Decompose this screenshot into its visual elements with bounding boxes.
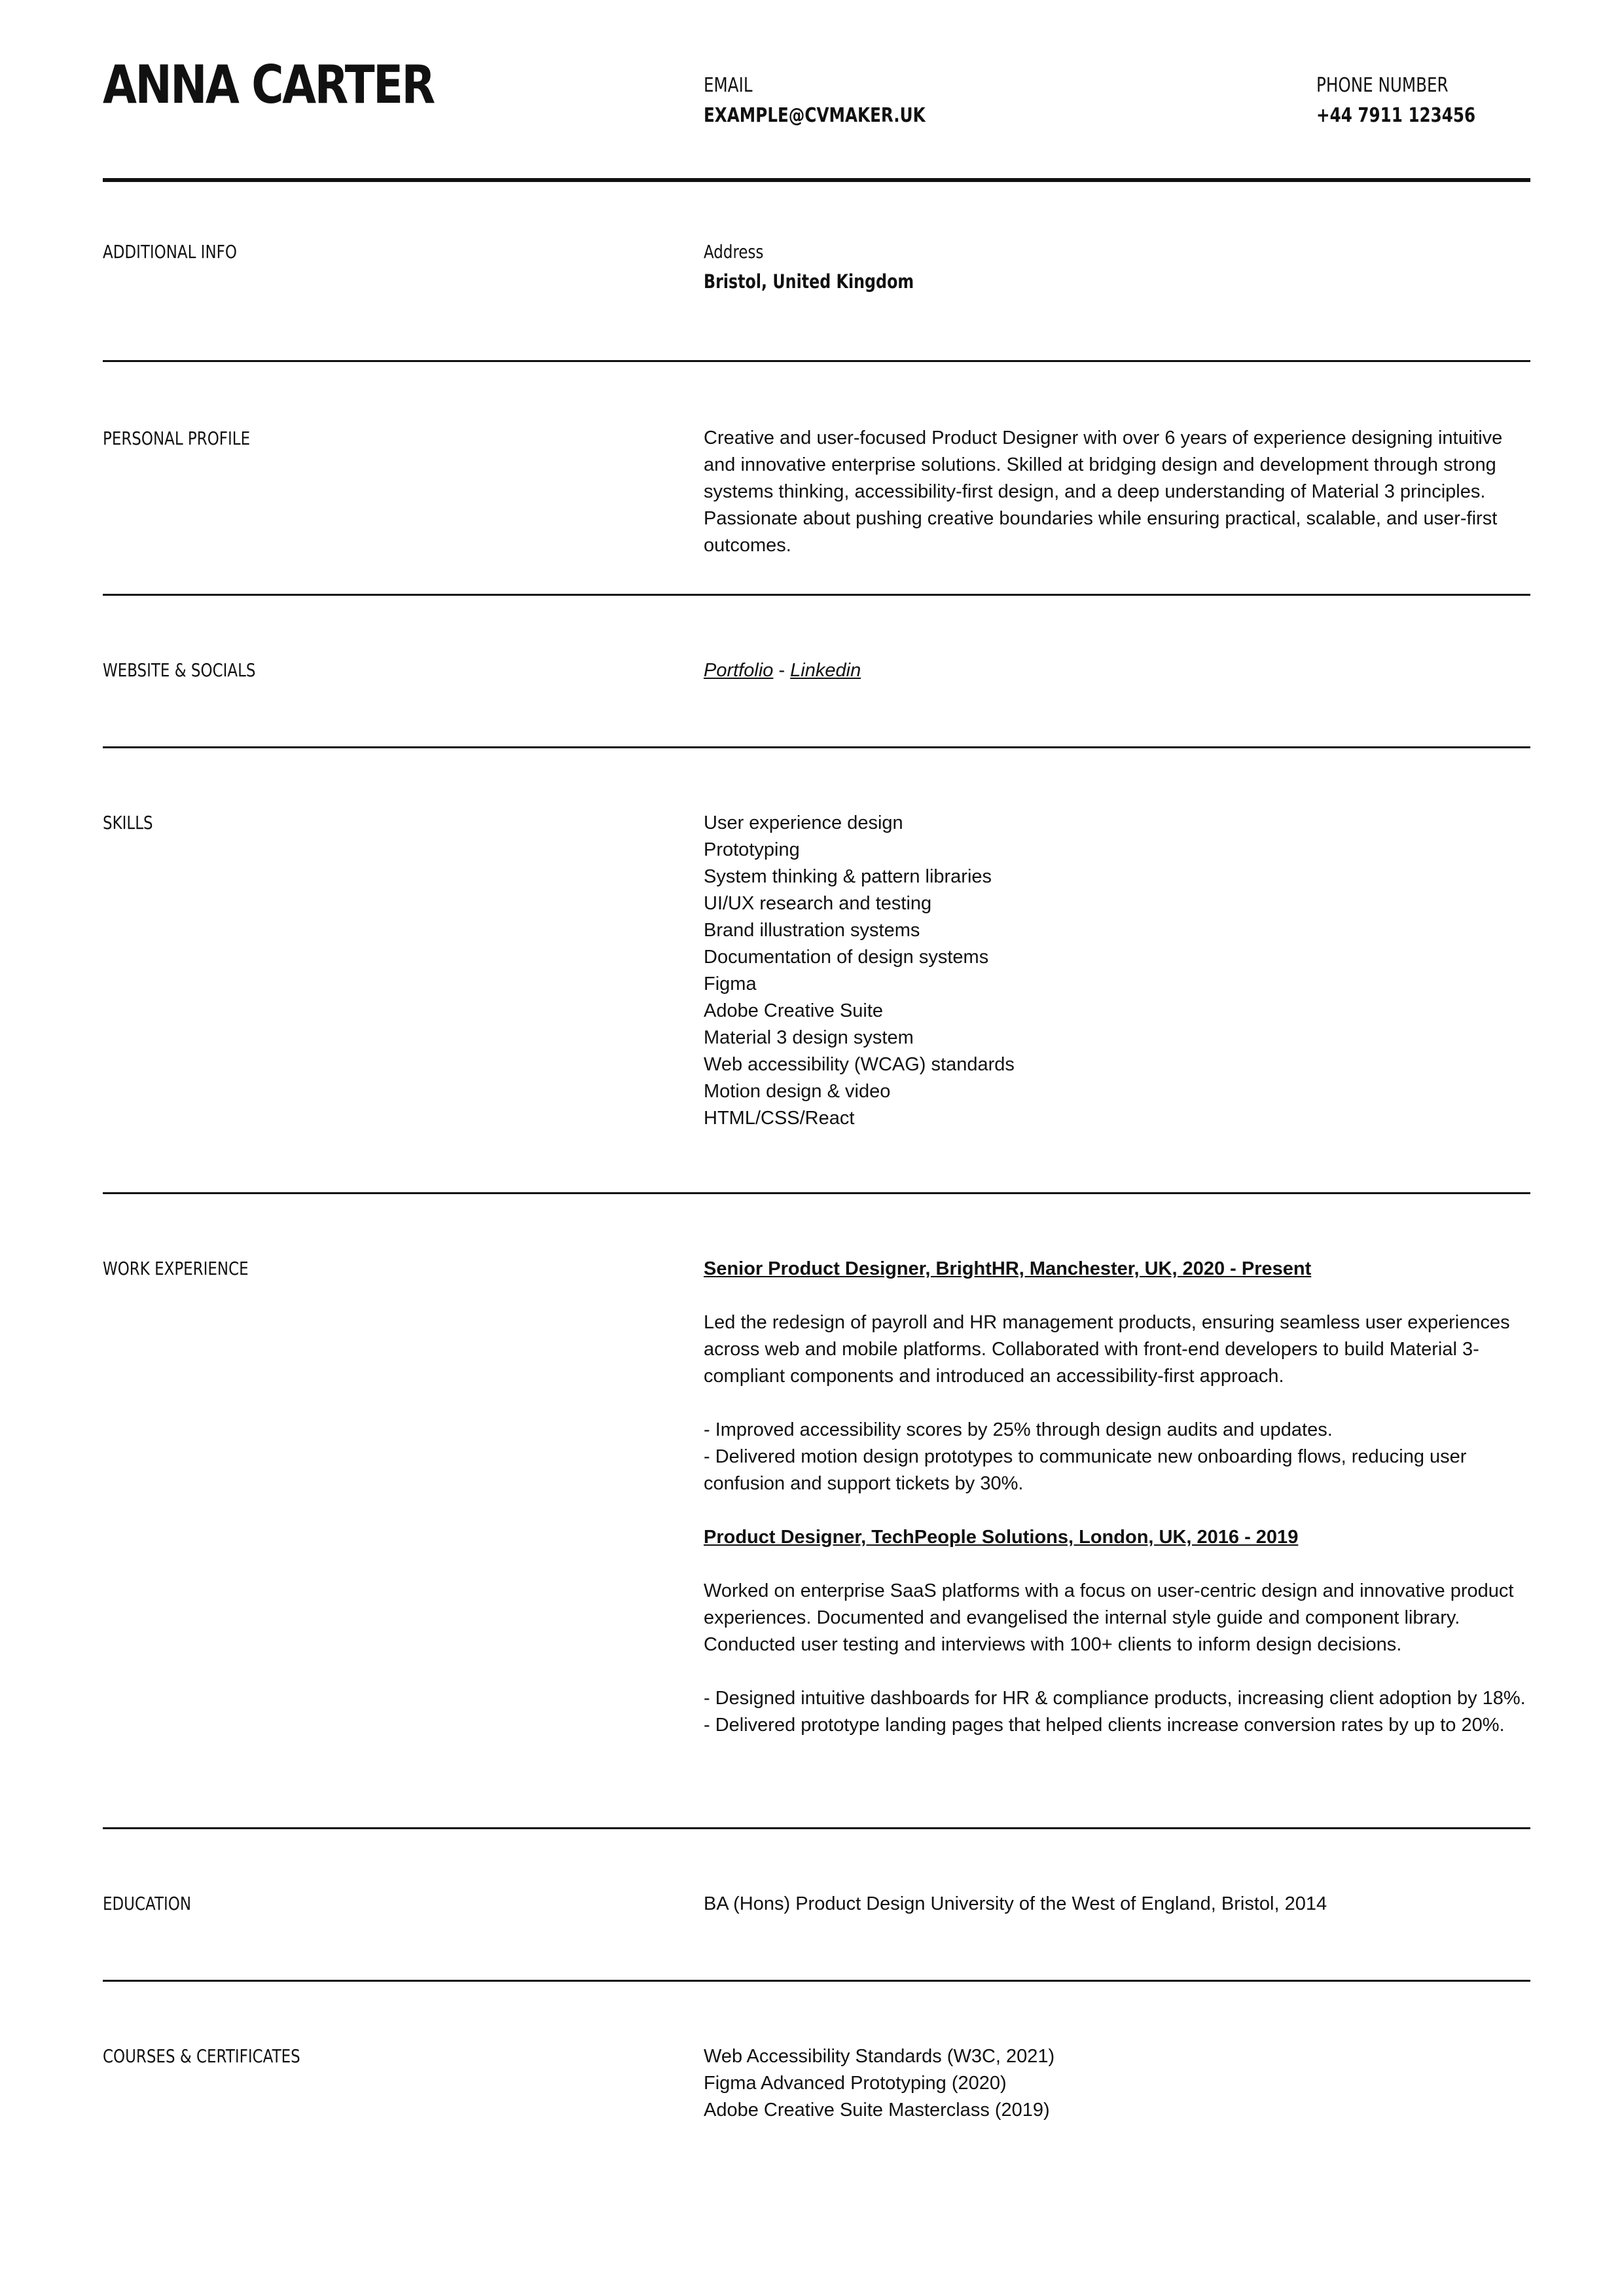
list-item: Motion design & video: [704, 1081, 891, 1102]
list-item: Brand illustration systems: [704, 920, 920, 941]
list-item: Prototyping: [704, 839, 800, 860]
section-label-skills: SKILLS: [103, 812, 153, 833]
job-summary: Worked on enterprise SaaS platforms with a focus on user-centric design and innovative product experiences. Documented and evangelised the internal style guide and component library. Conducted user testing and interviews with 100+ clients to inform design decisions.: [704, 1580, 1514, 1655]
email-value[interactable]: EXAMPLE@CVMAKER.UK: [704, 104, 926, 127]
linkedin-link[interactable]: Linkedin: [790, 660, 861, 681]
section-personal-profile: [103, 362, 1530, 596]
list-item: Adobe Creative Suite: [704, 1000, 884, 1021]
list-item: UI/UX research and testing: [704, 893, 932, 914]
candidate-name: ANNA CARTER: [103, 54, 434, 115]
section-label-education: EDUCATION: [103, 1893, 191, 1914]
list-item: System thinking & pattern libraries: [704, 866, 992, 887]
address-block: [704, 239, 1530, 298]
job-title: Product Designer, TechPeople Solutions, London, UK, 2016 - 2019: [704, 1527, 1299, 1548]
education-entry: BA (Hons) Product Design University of the West of England, Bristol, 2014: [704, 1893, 1327, 1914]
resume-header: [103, 0, 1530, 180]
section-label-personal-profile: PERSONAL PROFILE: [103, 428, 251, 449]
section-skills: [103, 748, 1530, 1194]
list-item: Web accessibility (WCAG) standards: [704, 1054, 1015, 1075]
job-summary: Led the redesign of payroll and HR management products, ensuring seamless user experiences across web and mobile platforms. Collaborated with front-end developers to build Material 3-compliant components and introduced an accessibility-first approach.: [704, 1312, 1510, 1387]
list-item: HTML/CSS/React: [704, 1108, 855, 1129]
section-label-work-experience: WORK EXPERIENCE: [103, 1258, 249, 1279]
job-bullet: - Delivered prototype landing pages that helped clients increase conversion rates by up to 20%.: [704, 1715, 1505, 1736]
job-entry: [704, 1256, 1530, 1524]
address-value: Bristol, United Kingdom: [704, 270, 914, 293]
address-label: Address: [704, 241, 764, 263]
phone-value[interactable]: +44 7911 123456: [1316, 104, 1476, 127]
section-label-courses: COURSES & CERTIFICATES: [103, 2045, 300, 2067]
portfolio-link[interactable]: Portfolio: [704, 660, 774, 681]
resume-page: [103, 0, 1530, 2152]
list-item: Material 3 design system: [704, 1027, 914, 1048]
job-bullet: - Designed intuitive dashboards for HR & compliance products, increasing client adoption by 18%.: [704, 1688, 1526, 1709]
email-label: EMAIL: [704, 74, 753, 97]
skills-list: [704, 810, 1530, 1132]
phone-label: PHONE NUMBER: [1316, 74, 1449, 97]
link-separator: -: [773, 660, 791, 681]
courses-list: [704, 2043, 1530, 2124]
section-work-experience: [103, 1194, 1530, 1829]
profile-text: Creative and user-focused Product Designer with over 6 years of experience designing intuitive and innovative enterprise solutions. Skilled at bridging design and development through strong systems thinking, accessibility-first design, and a deep understanding of Material 3 principles. Passionate about pushing creative boundaries while ensuring practical, scalable, and user-first outcomes.: [704, 428, 1503, 556]
section-courses: [103, 1982, 1530, 2152]
list-item: User experience design: [704, 812, 903, 833]
section-website-socials: [103, 596, 1530, 748]
section-education: [103, 1829, 1530, 1982]
list-item: Figma: [704, 974, 757, 994]
section-additional-info: [103, 180, 1530, 362]
list-item: Figma Advanced Prototyping (2020): [704, 2073, 1007, 2094]
section-label-website-socials: WEBSITE & SOCIALS: [103, 659, 256, 681]
job-entry: [704, 1524, 1530, 1739]
job-bullet: - Delivered motion design prototypes to communicate new onboarding flows, reducing user confusion and support tickets by 30%.: [704, 1446, 1467, 1494]
list-item: Web Accessibility Standards (W3C, 2021): [704, 2046, 1055, 2067]
list-item: Adobe Creative Suite Masterclass (2019): [704, 2100, 1050, 2121]
list-item: Documentation of design systems: [704, 947, 989, 968]
job-title: Senior Product Designer, BrightHR, Manchester, UK, 2020 - Present: [704, 1258, 1312, 1279]
email-block: [704, 71, 974, 131]
section-label-additional-info: ADDITIONAL INFO: [103, 241, 237, 263]
job-bullet: - Improved accessibility scores by 25% through design audits and updates.: [704, 1419, 1333, 1440]
phone-block: [1316, 71, 1511, 131]
